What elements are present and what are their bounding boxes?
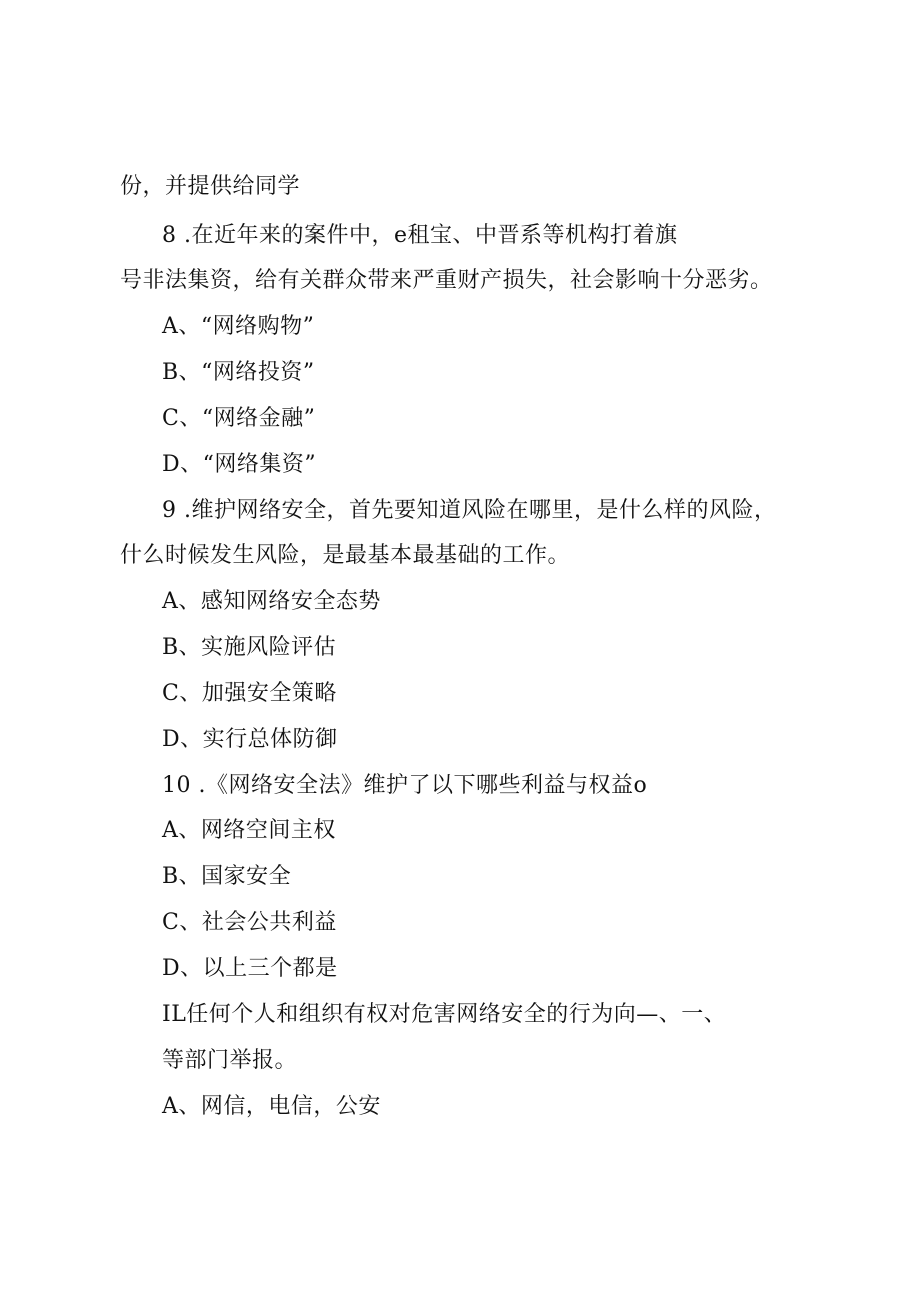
question-10-option-d: D、以上三个都是 bbox=[162, 956, 338, 981]
question-9-stem: 9 .维护网络安全，首先要知道风险在哪里，是什么样的风险， bbox=[162, 498, 777, 523]
question-11-stem: IL任何个人和组织有权对危害网络安全的行为向—、一、 bbox=[162, 1002, 727, 1027]
question-10-option-b: B、国家安全 bbox=[162, 864, 292, 889]
question-8-stem: 8 .在近年来的案件中，e租宝、中晋系等机构打着旗 bbox=[162, 223, 678, 248]
question-8-stem-continued: 号非法集资，给有关群众带来严重财产损失，社会影响十分恶劣。 bbox=[120, 268, 773, 293]
question-9-option-a: A、感知网络安全态势 bbox=[162, 589, 381, 614]
question-9-option-d: D、实行总体防御 bbox=[162, 727, 338, 752]
question-8-option-b: B、“网络投资” bbox=[162, 360, 315, 385]
question-8-option-d: D、“网络集资” bbox=[162, 452, 317, 477]
continuation-line: 份，并提供给同学 bbox=[120, 174, 301, 199]
question-9-option-b: B、实施风险评估 bbox=[162, 635, 337, 660]
question-8-option-a: A、“网络购物” bbox=[162, 314, 315, 339]
question-11-stem-continued: 等部门举报。 bbox=[162, 1048, 298, 1073]
question-10-option-a: A、网络空间主权 bbox=[162, 818, 336, 843]
question-10-stem: 10 .《网络安全法》维护了以下哪些利益与权益o bbox=[162, 773, 648, 798]
question-10-option-c: C、社会公共利益 bbox=[162, 910, 337, 935]
question-8-option-c: C、“网络金融” bbox=[162, 406, 316, 431]
question-11-option-a: A、网信，电信，公安 bbox=[162, 1094, 381, 1119]
question-9-stem-continued: 什么时候发生风险，是最基本最基础的工作。 bbox=[120, 543, 571, 568]
question-9-option-c: C、加强安全策略 bbox=[162, 681, 337, 706]
